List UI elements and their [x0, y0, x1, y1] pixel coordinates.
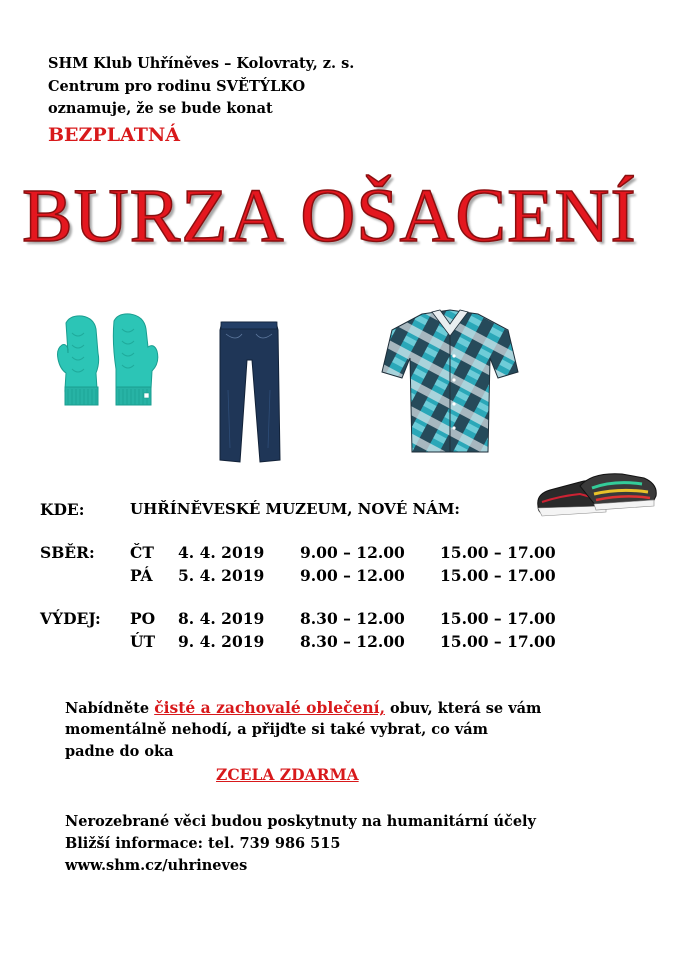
sber-time-am: 9.00 – 12.00: [300, 543, 405, 562]
offer-line-3: padne do oka: [65, 743, 174, 760]
sber-day: ČT: [130, 543, 154, 562]
sber-time-pm: 15.00 – 17.00: [440, 543, 556, 562]
announce-line: oznamuje, že se bude konat: [48, 100, 273, 117]
sber-date: 5. 4. 2019: [178, 566, 265, 585]
kde-value: UHŘÍNĚVESKÉ MUZEUM, NOVÉ NÁM:: [130, 500, 460, 518]
vydej-day: ÚT: [130, 632, 156, 651]
website-link[interactable]: www.shm.cz/uhrineves: [65, 857, 248, 874]
vydej-time-pm: 15.00 – 17.00: [440, 632, 556, 651]
shirt-image: [380, 308, 520, 456]
offer-line-1: Nabídněte čisté a zachovalé oblečení, obuv, která se vám: [65, 698, 542, 717]
mittens-image: [56, 313, 160, 411]
contact-phone: Bližší informace: tel. 739 986 515: [65, 835, 341, 852]
organizer-line: SHM Klub Uhříněves – Kolovraty, z. s.: [48, 55, 355, 72]
vydej-date: 8. 4. 2019: [178, 609, 265, 628]
vydej-time-am: 8.30 – 12.00: [300, 609, 405, 628]
vydej-time-pm: 15.00 – 17.00: [440, 609, 556, 628]
sber-day: PÁ: [130, 566, 153, 585]
sber-time-pm: 15.00 – 17.00: [440, 566, 556, 585]
free-label: BEZPLATNÁ: [48, 124, 181, 146]
sber-time-am: 9.00 – 12.00: [300, 566, 405, 585]
offer-line-2: momentálně nehodí, a přijďte si také vybrat, co vám: [65, 721, 489, 738]
vydej-time-am: 8.30 – 12.00: [300, 632, 405, 651]
mitten-right: [113, 314, 157, 405]
free-of-charge: ZCELA ZDARMA: [216, 765, 359, 784]
vydej-label: VÝDEJ:: [40, 609, 101, 628]
sber-date: 4. 4. 2019: [178, 543, 265, 562]
highlight-text: čisté a zachovalé oblečení,: [154, 698, 385, 717]
kde-label: KDE:: [40, 500, 85, 519]
footer-line-1: Nerozebrané věci budou poskytnuty na humanitární účely: [65, 813, 536, 830]
trousers-image: [216, 320, 282, 466]
sneakers-image: [532, 466, 660, 522]
vydej-day: PO: [130, 609, 156, 628]
vydej-date: 9. 4. 2019: [178, 632, 265, 651]
center-line: Centrum pro rodinu SVĚTÝLKO: [48, 78, 306, 95]
page-title: BURZA OŠACENÍ: [22, 174, 637, 258]
sber-label: SBĚR:: [40, 543, 95, 562]
